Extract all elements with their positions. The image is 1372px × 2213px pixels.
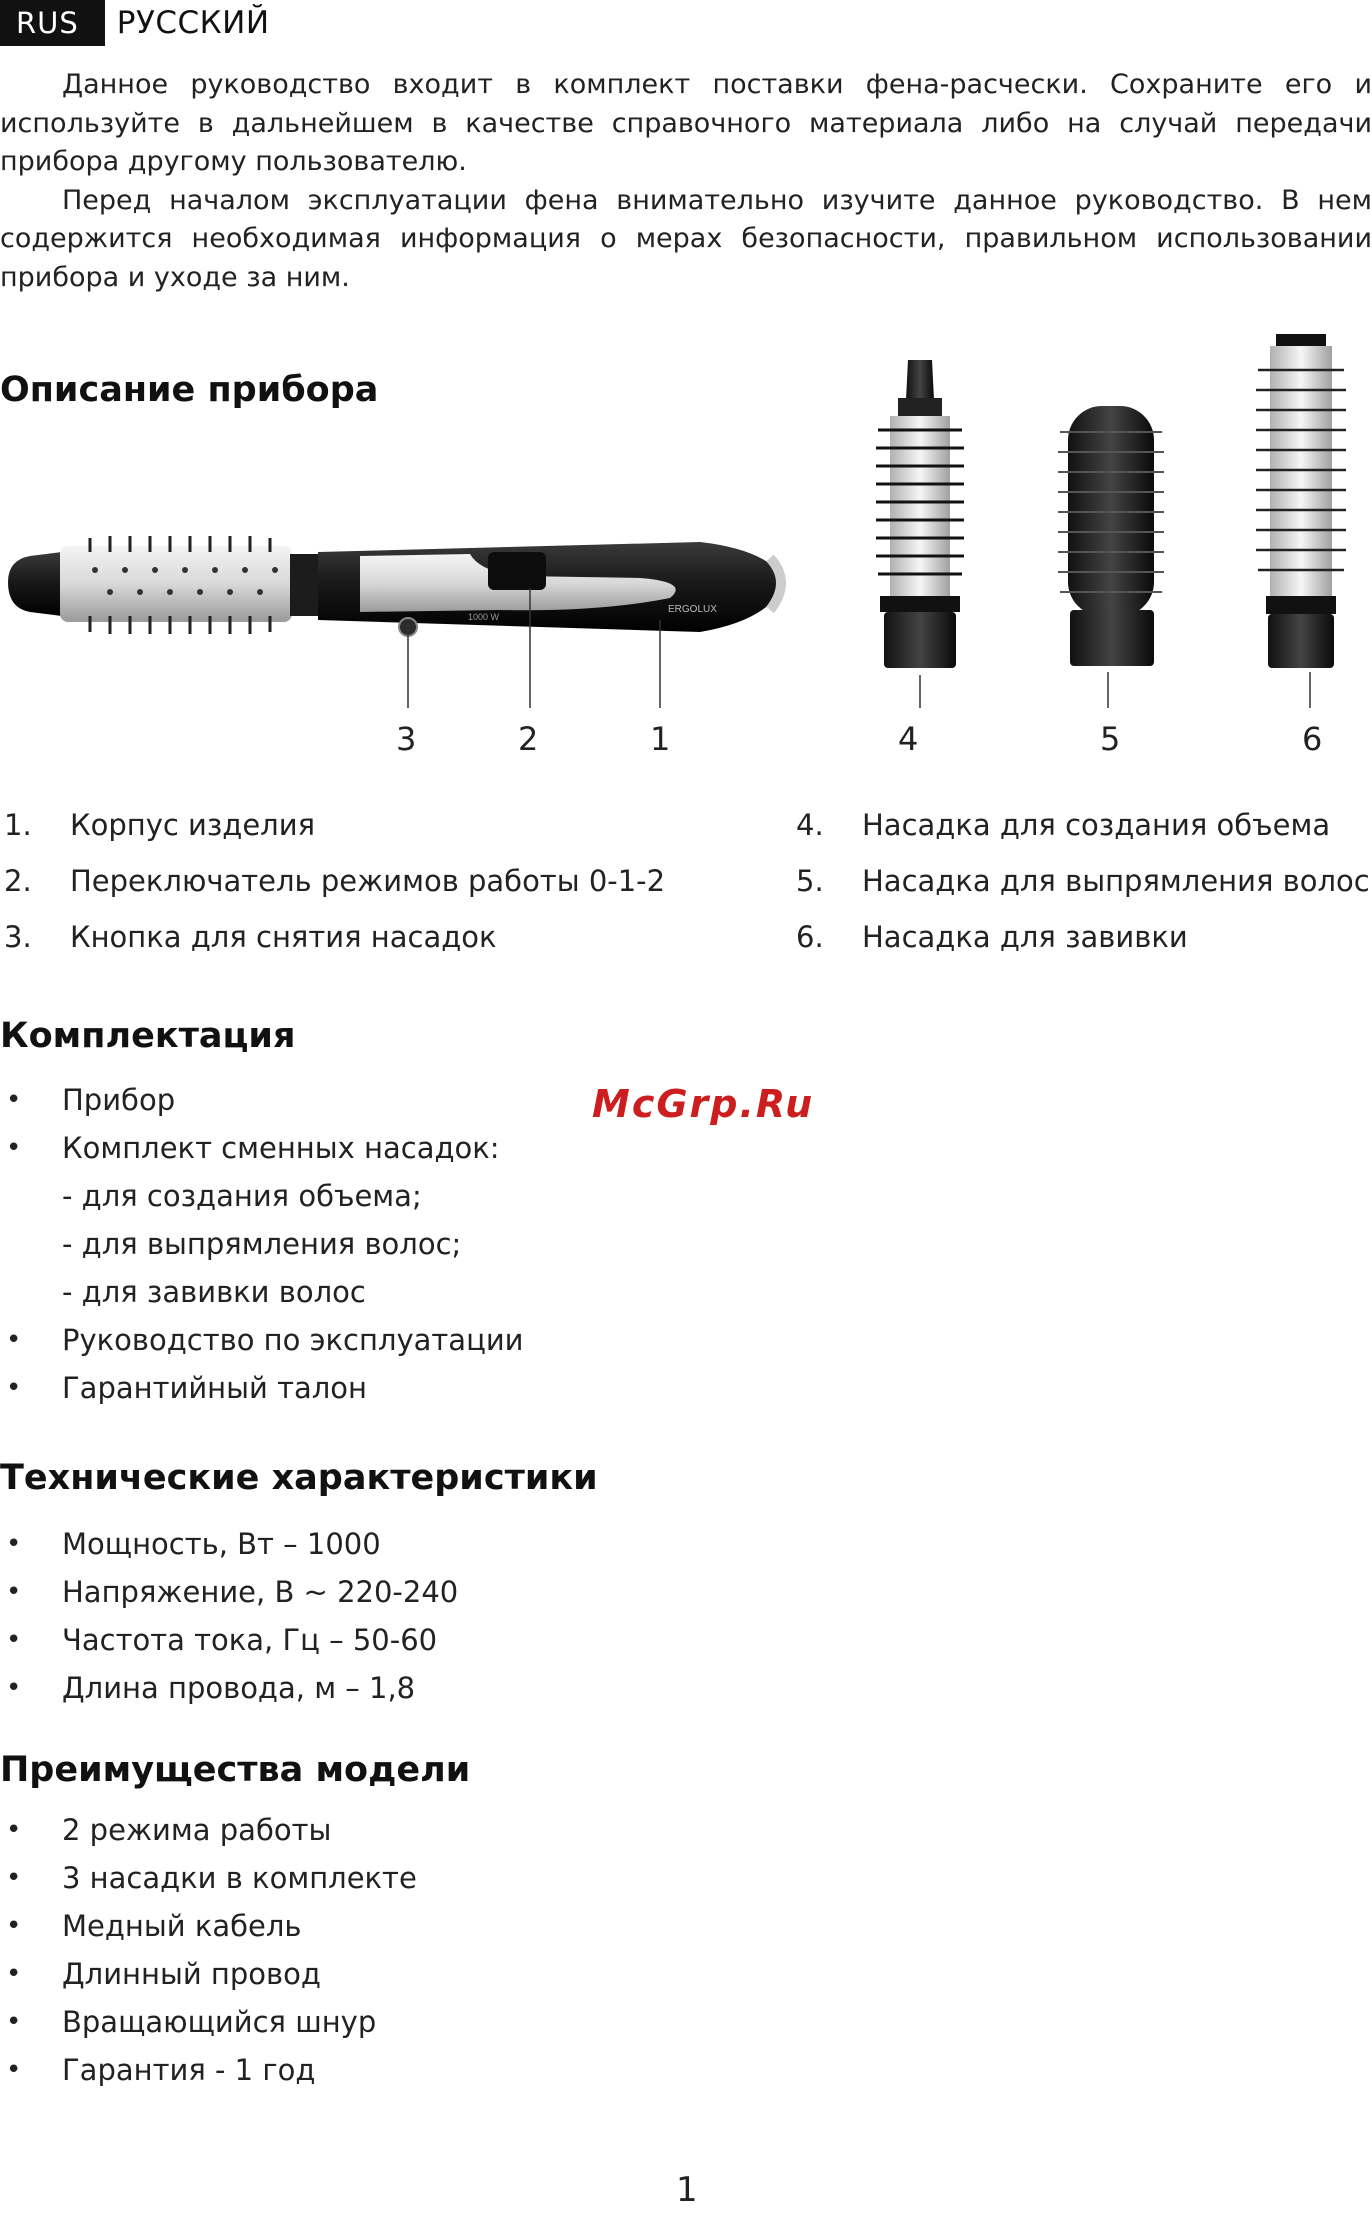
callout-2: 2 <box>518 720 539 758</box>
attachment-straightening <box>1058 406 1164 666</box>
bullet-icon: • <box>6 2007 22 2037</box>
list-item <box>0 1616 458 1664</box>
main-device <box>8 536 786 636</box>
callout-5: 5 <box>1100 720 1121 758</box>
item-text: - для выпрямления волос; <box>62 1227 462 1261</box>
list-item <box>0 1998 417 2046</box>
list-item <box>0 1076 524 1124</box>
part-number: 2. <box>4 864 32 898</box>
intro-paragraph-2: Перед началом эксплуатации фена внимательно изучите данное руководство. В нем содержится необходимая информация о мерах безопасности, правильном использовании прибора и уходе за ним. <box>0 184 1372 293</box>
list-subitem <box>0 1268 524 1316</box>
list-item <box>0 1854 417 1902</box>
list-item <box>0 1664 458 1712</box>
bullet-icon: • <box>6 1577 22 1607</box>
intro-text <box>0 66 1372 297</box>
bullet-icon: • <box>6 1911 22 1941</box>
item-text: Длинный провод <box>62 1957 321 1991</box>
item-text: Медный кабель <box>62 1909 302 1943</box>
list-item <box>0 1806 417 1854</box>
list-item <box>796 808 1330 842</box>
list-item <box>0 1950 417 1998</box>
item-text: 3 насадки в комплекте <box>62 1861 417 1895</box>
description-heading: Описание прибора <box>0 370 379 410</box>
part-number: 6. <box>796 920 824 954</box>
part-label: Переключатель режимов работы 0-1-2 <box>70 864 666 898</box>
list-item <box>0 1902 417 1950</box>
list-item <box>0 1520 458 1568</box>
list-subitem <box>0 1172 524 1220</box>
list-item <box>0 1364 524 1412</box>
bullet-icon: • <box>6 1085 22 1115</box>
callout-4: 4 <box>898 720 919 758</box>
part-label: Насадка для завивки <box>862 920 1188 954</box>
part-label: Насадка для создания объема <box>862 808 1331 842</box>
power-label: 1000 W <box>468 612 500 622</box>
callout-1: 1 <box>650 720 671 758</box>
specs-heading: Технические характеристики <box>0 1458 598 1498</box>
bullet-icon: • <box>6 1133 22 1163</box>
bullet-icon: • <box>6 1959 22 1989</box>
advantages-list <box>0 1806 417 2094</box>
callout-3: 3 <box>396 720 417 758</box>
part-number: 1. <box>4 808 32 842</box>
device-illustration <box>0 320 1372 770</box>
bullet-icon: • <box>6 1529 22 1559</box>
list-item <box>0 2046 417 2094</box>
page-number: 1 <box>676 2170 698 2210</box>
package-heading: Комплектация <box>0 1016 296 1056</box>
part-label: Кнопка для снятия насадок <box>70 920 497 954</box>
attachment-volume <box>876 360 964 668</box>
language-code-badge: RUS <box>0 0 105 46</box>
specs-list <box>0 1520 458 1712</box>
item-text: Комплект сменных насадок: <box>62 1131 500 1165</box>
bullet-icon: • <box>6 1673 22 1703</box>
watermark: McGrp.Ru <box>592 1082 815 1126</box>
language-header <box>0 0 270 46</box>
item-text: - для завивки волос <box>62 1275 366 1309</box>
bullet-icon: • <box>6 1863 22 1893</box>
bullet-icon: • <box>6 2055 22 2085</box>
part-number: 3. <box>4 920 32 954</box>
brand-label: ERGOLUX <box>668 604 717 615</box>
list-item <box>796 920 1188 954</box>
item-text: Мощность, Вт – 1000 <box>62 1527 381 1561</box>
bullet-icon: • <box>6 1373 22 1403</box>
list-item <box>0 1568 458 1616</box>
device-figure <box>0 320 1372 770</box>
intro-paragraph-1: Данное руководство входит в комплект поставки фена-расчески. Сохраните его и используйте в дальнейшем в качестве справочного материала либо на случай передачи прибора другому пользователю. <box>0 69 1372 177</box>
list-item <box>0 1124 524 1172</box>
list-item <box>4 864 665 898</box>
list-item <box>4 808 315 842</box>
item-text: 2 режима работы <box>62 1813 332 1847</box>
callout-6: 6 <box>1302 720 1323 758</box>
list-item <box>796 864 1370 898</box>
item-text: Руководство по эксплуатации <box>62 1323 524 1357</box>
item-text: Гарантийный талон <box>62 1371 368 1405</box>
bullet-icon: • <box>6 1625 22 1655</box>
list-item <box>0 1316 524 1364</box>
attachment-curling <box>1256 334 1346 668</box>
bullet-icon: • <box>6 1325 22 1355</box>
language-name: РУССКИЙ <box>116 5 270 41</box>
item-text: Напряжение, В ~ 220-240 <box>62 1575 459 1609</box>
part-label: Корпус изделия <box>70 808 316 842</box>
item-text: Частота тока, Гц – 50-60 <box>62 1623 438 1657</box>
list-subitem <box>0 1220 524 1268</box>
item-text: Прибор <box>62 1083 176 1117</box>
item-text: Вращающийся шнур <box>62 2005 377 2039</box>
list-item <box>4 920 497 954</box>
part-label: Насадка для выпрямления волос <box>862 864 1370 898</box>
part-number: 4. <box>796 808 824 842</box>
item-text: - для создания объема; <box>62 1179 422 1213</box>
part-number: 5. <box>796 864 824 898</box>
bullet-icon: • <box>6 1815 22 1845</box>
item-text: Длина провода, м – 1,8 <box>62 1671 416 1705</box>
item-text: Гарантия - 1 год <box>62 2053 316 2087</box>
package-list <box>0 1076 524 1412</box>
advantages-heading: Преимущества модели <box>0 1750 471 1790</box>
